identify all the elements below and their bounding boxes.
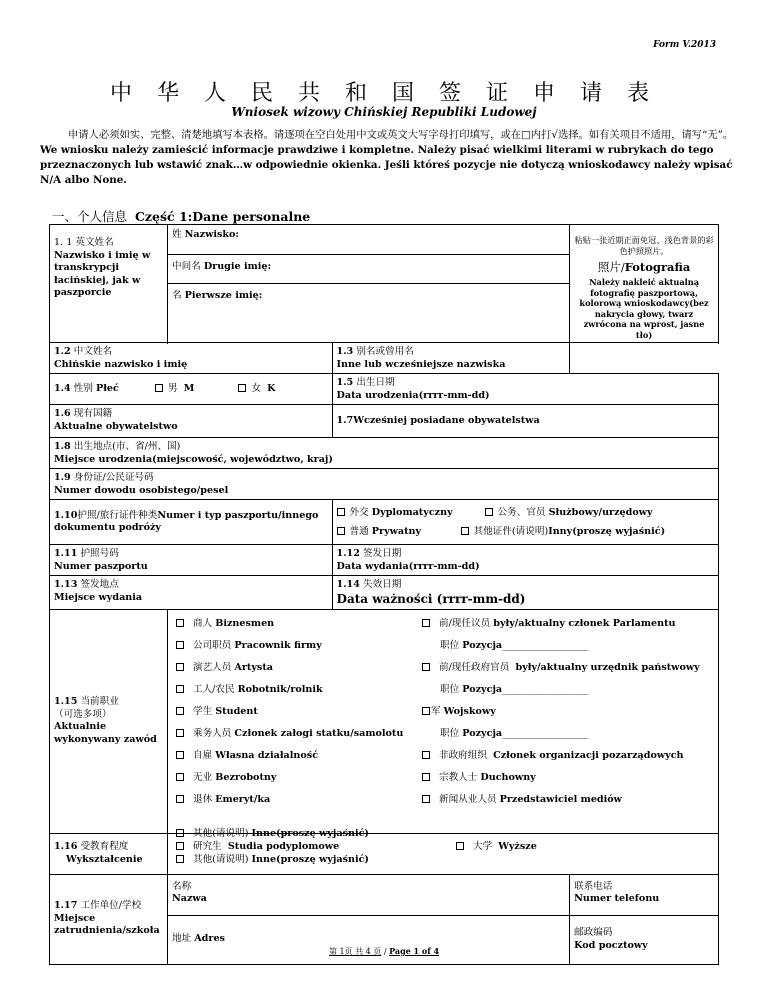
checkbox[interactable] [238,384,246,392]
education-label: 1.16 受教育程度 Wykształcenie [50,833,168,874]
employer-name-field[interactable]: 名称 Nazwa [167,874,569,915]
employer-address-field[interactable]: 地址 Adres [167,915,569,964]
middle-name-field[interactable]: 中间名 Drugie imię: [168,254,569,283]
passport-number-field[interactable]: 1.11 护照号码 Numer paszportu [50,545,333,576]
page-footer: 第 1页 共 4 页 / Page 1 of 4 [328,946,440,956]
employer-postcode-field[interactable]: 邮政编码 Kod pocztowy [570,915,719,964]
occupation-ngo[interactable]: 非政府组织 Członek organizacji pozarządowych [422,745,716,767]
field-1-1-label [50,225,168,343]
section-heading-pl: Część 1:Dane personalne [134,209,311,224]
issue-date-field[interactable]: 1.12 签发日期 Data wydania(rrrr-mm-dd) [332,545,718,576]
expiry-date-field[interactable]: 1.14 失效日期 Data ważności (rrrr-mm-dd) [332,576,718,610]
form-version: Form V.2013 [653,40,716,50]
field-1-1-pl: Nazwisko i imię w transkrypcji łacińskiej, jak w paszporcie [54,249,151,298]
education-university[interactable]: 大学 Wyższe [456,841,537,852]
occupation-unemployed[interactable]: 无业 Bezrobotny [176,767,426,789]
education-postgraduate[interactable]: 研究生 Studia podyplomowe [176,841,456,854]
occupation-business[interactable]: 商人 Biznesmen [176,613,426,635]
occupation-military[interactable]: 军 Wojskowy [422,701,716,723]
passport-ordinary-option[interactable]: 普通 Prywatny [337,522,461,541]
instructions-pl: We wniosku należy zamieścić informacje prawdziwe i kompletne. Należy pisać wielkimi literami w rubrykach do tego przeznaczonych lub wstawić znak…w odpowiednie okienka. Jeśli któreś pozycje nie dotyczą wnioskodawcy należy wpisać N/A albo None. [40,144,733,186]
former-names-field[interactable]: 1.3 别名或曾用名 Inne lub wcześniejsze nazwiska [332,343,570,374]
birth-date-field[interactable]: 1.5 出生日期 Data urodzenia(rrrr-mm-dd) [332,374,718,405]
military-position-field[interactable]: 职位 Pozycja__________________ [439,727,589,739]
education-other[interactable]: 其他(请说明) Inne(proszę wyjaśnić) [176,854,714,867]
instructions [40,128,734,188]
occupation-worker[interactable]: 工人/农民 Robotnik/rolnik [176,679,426,701]
field-1-1-cn: 1. 1 英文姓名 [54,237,114,248]
english-name-cells [167,225,569,343]
birthplace-field[interactable]: 1.8 出生地点(市、省/州、国) Miejsce urodzenia(miejscowość, województwo, kraj) [50,438,719,469]
occupation-crew[interactable]: 乘务人员 Członek załogi statku/samolotu [176,723,426,745]
employer-label: 1.17 工作单位/学校 Miejsce zatrudnienia/szkoła [50,874,168,964]
id-number-field[interactable]: 1.9 身份证/公民证号码 Numer dowodu osobistego/pesel [50,469,719,500]
occupation-parliament[interactable]: 前/现任议员 były/aktualny członek Parlamentu [422,613,716,635]
occupation-retired[interactable]: 退休 Emeryt/ka [176,789,426,811]
chinese-name-field[interactable]: 1.2 中文姓名 Chińskie nazwisko i imię [50,343,333,374]
occupation-media[interactable]: 新闻从业人员 Przedstawiciel mediów [422,789,716,811]
occupation-other[interactable]: 其他(请说明) Inne(proszę wyjaśnić) [176,823,369,845]
gender-field: 1.4 性别 Płeć 男 M 女 K [50,374,333,405]
issue-place-field[interactable]: 1.13 签发地点 Miejsce wydania [50,576,333,610]
occupation-religious[interactable]: 宗教人士 Duchowny [422,767,716,789]
government-position-field[interactable]: 职位 Pozycja__________________ [439,683,589,695]
occupation-self-employed[interactable]: 自雇 Własna działalność [176,745,426,767]
photo-instruction-cn: 粘贴一张近期正面免冠、浅色背景的彩色护照照片。 [574,235,714,256]
title-chinese: 中 华 人 民 共 和 国 签 证 申 请 表 [110,81,658,106]
occupation-employee[interactable]: 公司职员 Pracownik firmy [176,635,426,657]
title-polish: Wniosek wizowy Chińskiej Republiki Ludowej [231,105,537,119]
instructions-cn: 申请人必须如实、完整、清楚地填写本表格。请逐项在空白处用中文或英文大写字母打印填写，或在□内打√选择。如有关项目不适用，请写“无”。 [68,129,734,141]
photo-title: 照片/Fotografia [597,260,691,274]
occupation-options [167,609,718,839]
parliament-position-field[interactable]: 职位 Pozycja__________________ [439,639,589,651]
checkbox[interactable] [155,384,163,392]
photo-box[interactable] [570,225,719,343]
personal-data-table [49,224,719,965]
passport-other-option[interactable]: 其他证件(请说明)Inny(proszę wyjaśnić) [461,526,666,537]
photo-instruction-pl: Należy nakleić aktualną fotografię paszportową, kolorową wnioskodawcy(bez nakrycia głowy, twarz zwrócona na wprost, jasne tło) [579,277,709,340]
footer-cn: 第 1页 共 4 页 [328,947,382,956]
gender-male-option[interactable]: 男 M [155,383,194,394]
occupation-label: 1.15 当前职业 （可选多项） Aktualnie wykonywany zawód [50,609,168,833]
occupation-student[interactable]: 学生 Student [176,701,426,723]
occupation-artist[interactable]: 演艺人员 Artysta [176,657,426,679]
given-name-field[interactable]: 名 Pierwsze imię: [168,283,569,311]
passport-type-options [332,500,718,545]
footer-pl: Page 1 of 4 [389,946,440,956]
section-heading [52,207,310,225]
occupation-government[interactable]: 前/现任政府官员 były/aktualny urzędnik państwowy [422,657,716,679]
nationality-field[interactable]: 1.6 现有国籍 Aktualne obywatelstwo [50,405,333,438]
former-nationality-field[interactable]: 1.7Wcześniej posiadane obywatelstwa [332,405,718,438]
surname-field[interactable]: 姓 Nazwisko: [171,229,239,240]
section-heading-cn: 一、个人信息 [52,209,128,224]
gender-female-option[interactable]: 女 K [238,383,275,394]
employer-phone-field[interactable]: 联系电话 Numer telefonu [570,874,719,915]
passport-type-label: 1.10护照/旅行证件种类Numer i typ paszportu/innego dokumentu podróży [50,500,333,545]
passport-diplomatic-option[interactable]: 外交 Dyplomatyczny [337,503,485,522]
passport-service-option[interactable]: 公务、官员 Służbowy/urzędowy [485,507,653,518]
